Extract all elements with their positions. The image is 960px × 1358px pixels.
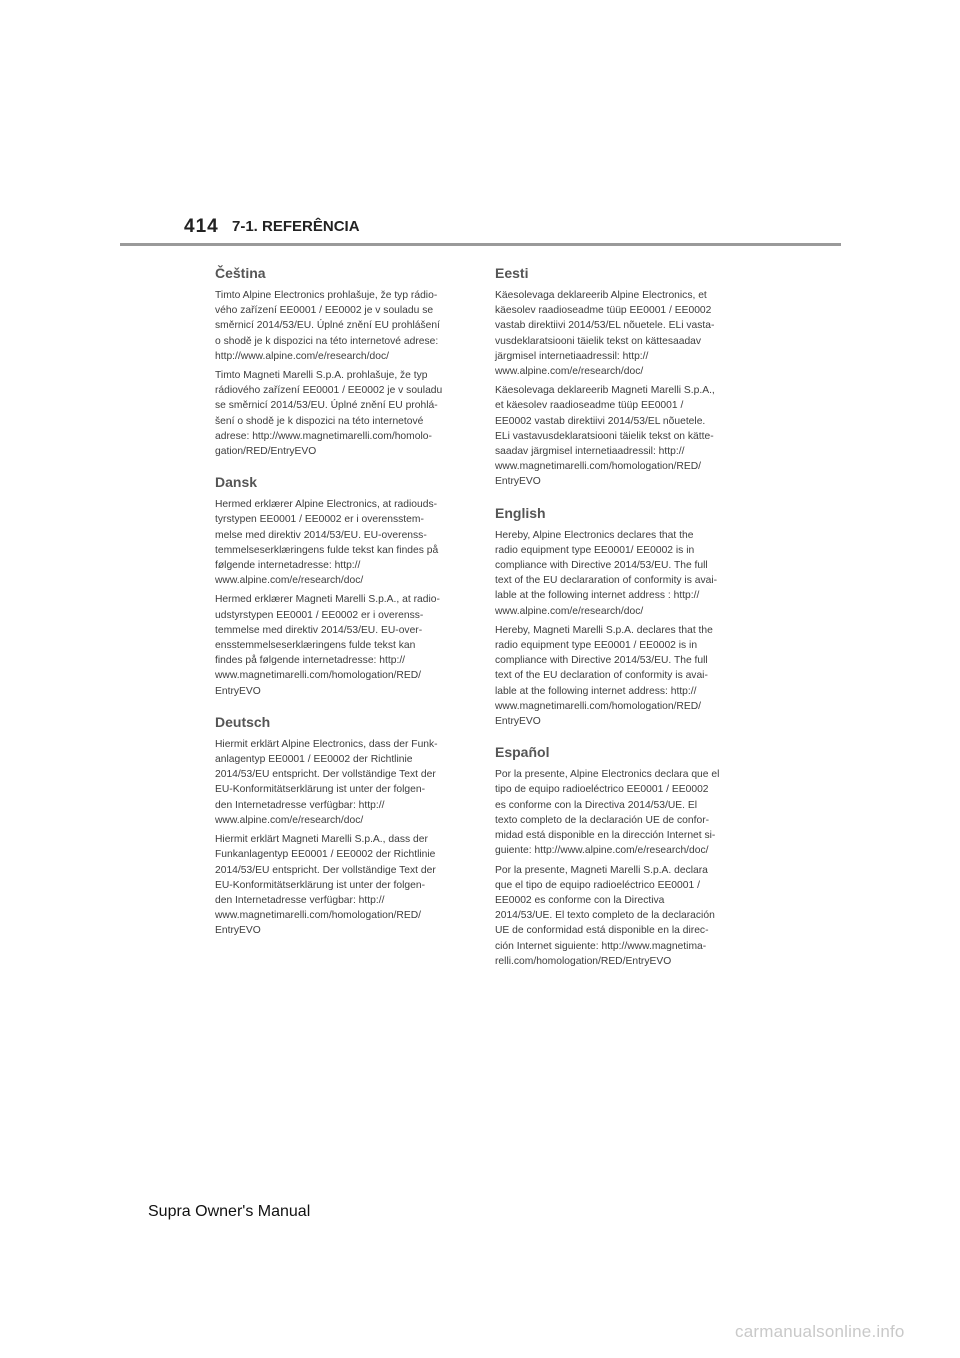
language-heading: Deutsch [215, 713, 271, 730]
right-column [495, 264, 745, 983]
declaration-paragraph: Hereby, Magneti Marelli S.p.A. declares that the radio equipment type EE0001 / EE0002 is in compliance with Directive 2014/53/EU. The full text of the EU declaration of conformity is avai- lable at the following internet address: http:// www.magnetimarelli.com/homologation/RED/ EntryEVO [495, 624, 713, 728]
language-section-cestina [215, 264, 465, 459]
declaration-paragraph: Hiermit erklärt Alpine Electronics, dass der Funk- anlagentyp EE0001 / EE0002 der Richtlinie 2014/53/EU entspricht. Der vollständige Text der EU-Konformitätserklärung ist unter der folgen- den Internetadresse verfügbar: http:// www.alpine.com/e/research/doc/ [215, 738, 438, 826]
declaration-paragraph: Por la presente, Magneti Marelli S.p.A. declara que el tipo de equipo radioeléctrico EE0001 / EE0002 es conforme con la Directiva 2014/53/UE. El texto completo de la declaración UE de conformidad está disponible en la direc- ción Internet siguiente: http://www.magnetima- relli.com/homologation/RED/EntryEVO [495, 864, 715, 967]
page-number: 414 [184, 216, 219, 237]
declaration-paragraph: Hereby, Alpine Electronics declares that the radio equipment type EE0001/ EE0002 is in compliance with Directive 2014/53/EU. The full text of the EU declararation of conformity is avai- lable at the following internet address : http:// www.alpine.com/e/research/doc/ [495, 529, 718, 617]
watermark-text: carmanualsonline.info [735, 1322, 905, 1341]
language-heading: Čeština [215, 265, 266, 281]
declaration-paragraph: Hermed erklærer Alpine Electronics, at radiouds- tyrstypen EE0001 / EE0002 er i overensstem- melse med direktiv 2014/53/EU. EU-overenss- temmelseserklæringens fulde tekst kan findes på følgende internetadresse: http:// www.alpine.com/e/research/doc/ [215, 499, 439, 587]
language-heading: Eesti [495, 265, 529, 281]
declaration-paragraph: Timto Magneti Marelli S.p.A. prohlašuje, že typ rádiového zařízení EE0001 / EE0002 je v souladu se směrnicí 2014/53/EU. Úplné znění EU prohlá- šení o shodě je k dispozici na této internetové adrese: http://www.magnetimarelli.com/homolo- gation/RED/EntryEVO [215, 370, 443, 458]
language-section-eesti [495, 264, 745, 490]
section-title: 7-1. REFERÊNCIA [232, 218, 360, 235]
language-section-english [495, 504, 745, 730]
language-section-espanol [495, 743, 745, 969]
header-divider [120, 243, 841, 246]
left-column [215, 264, 465, 953]
declaration-paragraph: Por la presente, Alpine Electronics declara que el tipo de equipo radioeléctrico EE0001 / EE0002 es conforme con la Directiva 2014/53/UE. El texto completo de la declaración UE de confor- midad está disponible en la dirección Internet si- guiente: http://www.alpine.com/e/research/doc/ [495, 769, 720, 857]
language-section-dansk [215, 473, 465, 699]
declaration-paragraph: Käesolevaga deklareerib Alpine Electronics, et käesolev raadioseadme tüüp EE0001 / EE0002 vastab direktiivi 2014/53/EL nõuetele. ELi vasta- vusdeklaratsiooni täielik tekst on kättesaadav järgmisel internetiaadressil: http:// www.alpine.com/e/research/doc/ [495, 290, 715, 378]
language-heading: Dansk [215, 474, 258, 491]
manual-title-footer: Supra Owner's Manual [148, 1203, 311, 1220]
language-section-deutsch [215, 713, 465, 939]
declaration-paragraph: Hermed erklærer Magneti Marelli S.p.A., at radio- udstyrstypen EE0001 / EE0002 er i overenss- temmelse med direktiv 2014/53/EU. EU-over- ensstemmelseserklæringens fulde tekst kan findes på følgende internetadresse: http:// www.magnetimarelli.com/homologation/RED/ EntryEVO [215, 594, 440, 697]
language-heading: Español [495, 744, 550, 761]
declaration-paragraph: Hiermit erklärt Magneti Marelli S.p.A., dass der Funkanlagentyp EE0001 / EE0002 der Richtlinie 2014/53/EU entspricht. Der vollständige Text der EU-Konformitätserklärung ist unter der folgen- den Internetadresse verfügbar: http:// www.magnetimarelli.com/homologation/RED/ EntryEVO [215, 834, 436, 937]
declaration-paragraph: Timto Alpine Electronics prohlašuje, že typ rádio- vého zařízení EE0001 / EE0002 je v souladu se směrnicí 2014/53/EU. Úplné znění EU prohlášení o shodě je k dispozici na této internetové adrese: http://www.alpine.com/e/research/doc/ [215, 290, 440, 362]
language-heading: English [495, 504, 546, 521]
declaration-paragraph: Käesolevaga deklareerib Magneti Marelli S.p.A., et käesolev raadioseadme tüüp EE0001 / EE0002 vastab direktiivi 2014/53/EL nõuetele. ELi vastavusdeklaratsiooni täielik tekst on kätte- saadav järgmisel internetiaadressil: http:// www.magnetimarelli.com/homologation/RED/ EntryEVO [495, 385, 715, 488]
